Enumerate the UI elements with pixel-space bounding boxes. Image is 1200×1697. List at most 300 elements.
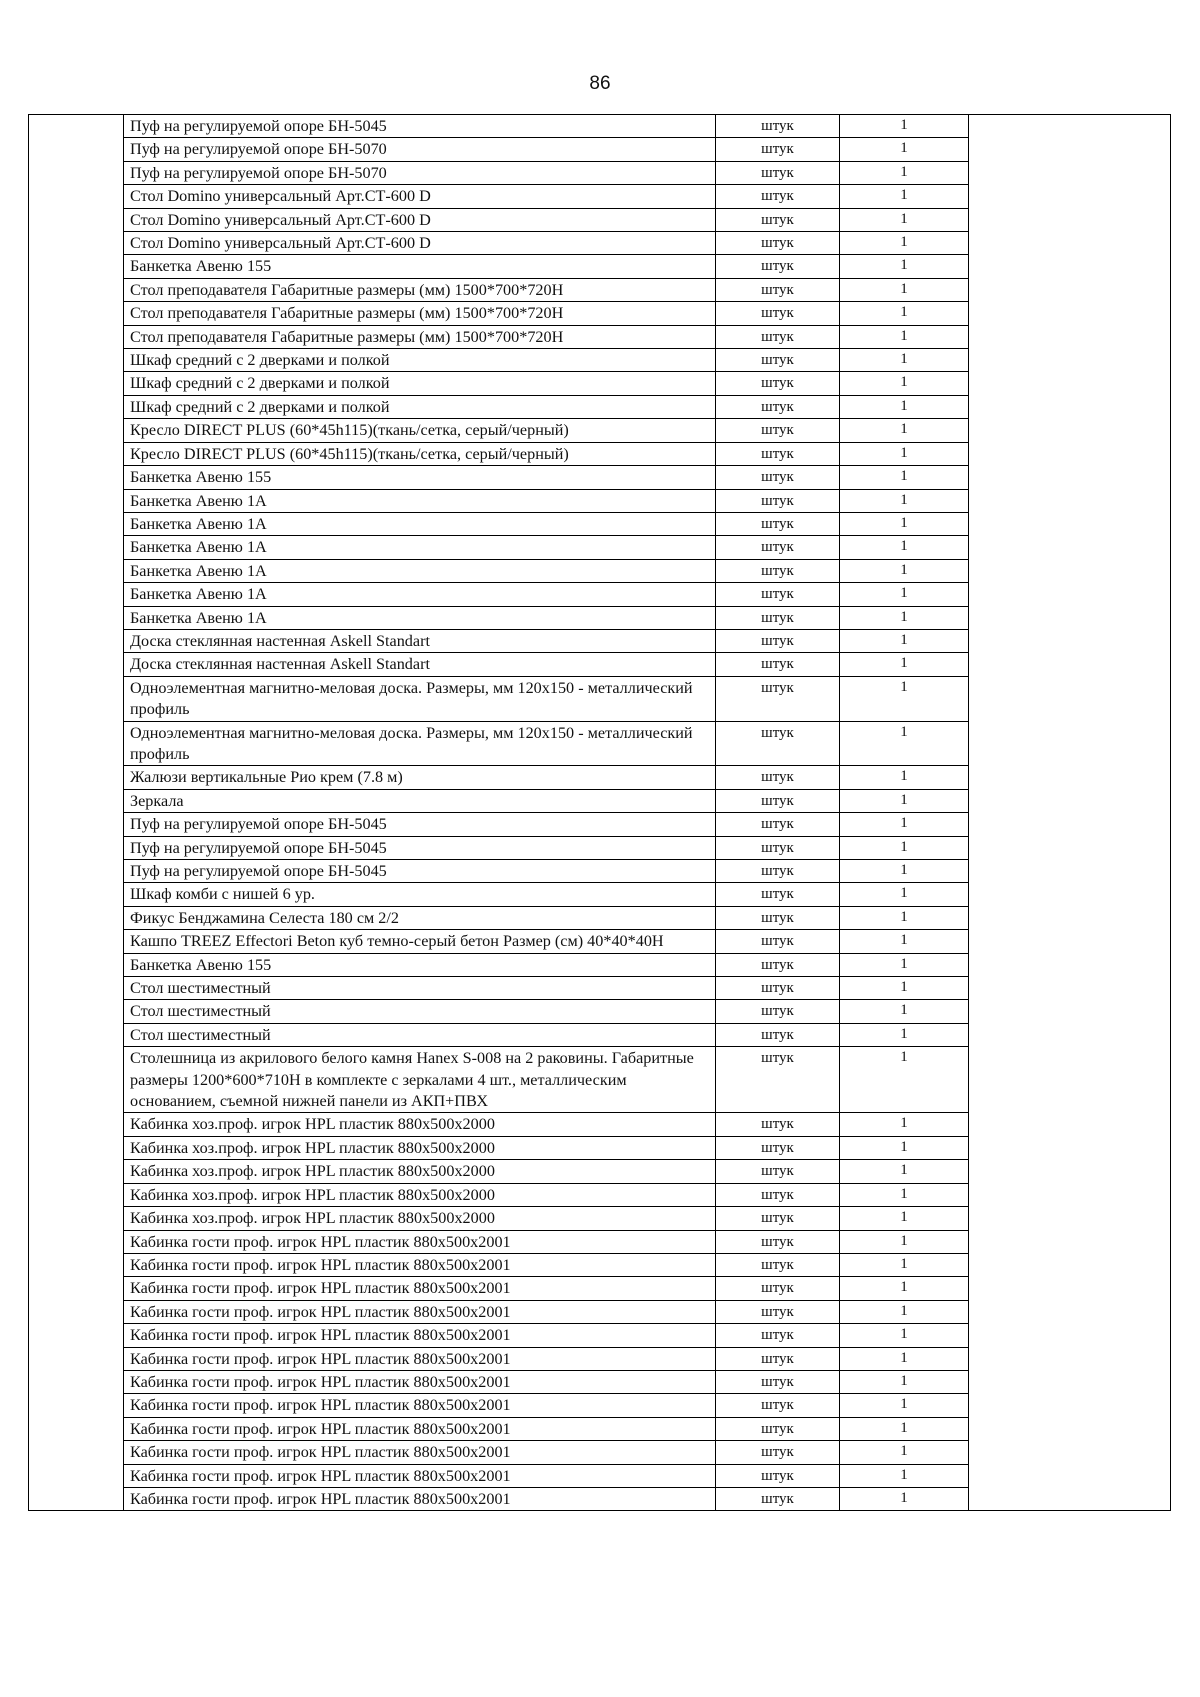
note-cell: [969, 606, 1171, 629]
unit-cell: штук: [716, 1324, 840, 1347]
note-cell: [969, 255, 1171, 278]
note-cell: [969, 278, 1171, 301]
table-row: [29, 606, 1171, 629]
note-cell: [969, 559, 1171, 582]
item-name-cell: Кресло DIRECT PLUS (60*45h115)(ткань/сетка, серый/черный): [124, 442, 716, 465]
table-row: [29, 442, 1171, 465]
quantity-cell: 1: [840, 536, 969, 559]
row-number-cell: [29, 953, 124, 976]
unit-cell: штук: [716, 1464, 840, 1487]
row-number-cell: [29, 395, 124, 418]
row-number-cell: [29, 883, 124, 906]
note-cell: [969, 676, 1171, 721]
quantity-cell: 1: [840, 255, 969, 278]
note-cell: [969, 1441, 1171, 1464]
note-cell: [969, 232, 1171, 255]
table-row: [29, 278, 1171, 301]
unit-cell: штук: [716, 161, 840, 184]
row-number-cell: [29, 1183, 124, 1206]
table-row: [29, 1160, 1171, 1183]
quantity-cell: 1: [840, 1253, 969, 1276]
unit-cell: штук: [716, 1113, 840, 1136]
table-row: [29, 1300, 1171, 1323]
table-row: [29, 1047, 1171, 1113]
row-number-cell: [29, 536, 124, 559]
unit-cell: штук: [716, 789, 840, 812]
unit-cell: штук: [716, 629, 840, 652]
quantity-cell: 1: [840, 1487, 969, 1510]
row-number-cell: [29, 813, 124, 836]
table-row: [29, 1183, 1171, 1206]
quantity-cell: 1: [840, 1324, 969, 1347]
table-row: [29, 138, 1171, 161]
quantity-cell: 1: [840, 1347, 969, 1370]
table-row: [29, 836, 1171, 859]
note-cell: [969, 583, 1171, 606]
table-row: [29, 395, 1171, 418]
item-name-cell: Пуф на регулируемой опоре БН-5045: [124, 813, 716, 836]
quantity-cell: 1: [840, 1230, 969, 1253]
note-cell: [969, 1000, 1171, 1023]
quantity-cell: 1: [840, 1160, 969, 1183]
row-number-cell: [29, 1023, 124, 1046]
row-number-cell: [29, 606, 124, 629]
table-row: [29, 977, 1171, 1000]
quantity-cell: 1: [840, 1023, 969, 1046]
quantity-cell: 1: [840, 836, 969, 859]
table-row: [29, 349, 1171, 372]
item-name-cell: Кабинка гости проф. игрок HPL пластик 880х500х2001: [124, 1394, 716, 1417]
note-cell: [969, 208, 1171, 231]
row-number-cell: [29, 442, 124, 465]
item-name-cell: Банкетка Авеню 1А: [124, 559, 716, 582]
unit-cell: штук: [716, 1370, 840, 1393]
item-name-cell: Кабинка гости проф. игрок HPL пластик 880х500х2001: [124, 1253, 716, 1276]
unit-cell: штук: [716, 1207, 840, 1230]
quantity-cell: 1: [840, 395, 969, 418]
quantity-cell: 1: [840, 930, 969, 953]
table-row: [29, 789, 1171, 812]
item-name-cell: Банкетка Авеню 1А: [124, 536, 716, 559]
item-name-cell: Кабинка гости проф. игрок HPL пластик 880х500х2001: [124, 1441, 716, 1464]
row-number-cell: [29, 836, 124, 859]
row-number-cell: [29, 1417, 124, 1440]
quantity-cell: 1: [840, 860, 969, 883]
quantity-cell: 1: [840, 721, 969, 766]
item-name-cell: Пуф на регулируемой опоре БН-5045: [124, 860, 716, 883]
table-row: [29, 1113, 1171, 1136]
table-row: [29, 1230, 1171, 1253]
quantity-cell: 1: [840, 208, 969, 231]
row-number-cell: [29, 1487, 124, 1510]
row-number-cell: [29, 512, 124, 535]
note-cell: [969, 466, 1171, 489]
quantity-cell: 1: [840, 161, 969, 184]
table-row: [29, 1417, 1171, 1440]
item-name-cell: Шкаф средний с 2 дверками и полкой: [124, 395, 716, 418]
table-row: [29, 721, 1171, 766]
unit-cell: штук: [716, 466, 840, 489]
note-cell: [969, 789, 1171, 812]
quantity-cell: 1: [840, 372, 969, 395]
quantity-cell: 1: [840, 953, 969, 976]
note-cell: [969, 883, 1171, 906]
quantity-cell: 1: [840, 906, 969, 929]
row-number-cell: [29, 653, 124, 676]
note-cell: [969, 489, 1171, 512]
note-cell: [969, 325, 1171, 348]
unit-cell: штук: [716, 489, 840, 512]
unit-cell: штук: [716, 325, 840, 348]
note-cell: [969, 419, 1171, 442]
quantity-cell: 1: [840, 115, 969, 138]
row-number-cell: [29, 559, 124, 582]
item-name-cell: Пуф на регулируемой опоре БН-5045: [124, 115, 716, 138]
unit-cell: штук: [716, 419, 840, 442]
row-number-cell: [29, 232, 124, 255]
quantity-cell: 1: [840, 1000, 969, 1023]
item-name-cell: Стол преподавателя Габаритные размеры (мм) 1500*700*720Н: [124, 278, 716, 301]
table-row: [29, 930, 1171, 953]
note-cell: [969, 1023, 1171, 1046]
item-name-cell: Кабинка хоз.проф. игрок HPL пластик 880х500х2000: [124, 1136, 716, 1159]
unit-cell: штук: [716, 372, 840, 395]
note-cell: [969, 1160, 1171, 1183]
quantity-cell: 1: [840, 789, 969, 812]
row-number-cell: [29, 325, 124, 348]
quantity-cell: 1: [840, 606, 969, 629]
item-name-cell: Банкетка Авеню 155: [124, 255, 716, 278]
table-row: [29, 629, 1171, 652]
row-number-cell: [29, 161, 124, 184]
unit-cell: штук: [716, 1417, 840, 1440]
quantity-cell: 1: [840, 232, 969, 255]
row-number-cell: [29, 1347, 124, 1370]
quantity-cell: 1: [840, 1277, 969, 1300]
item-name-cell: Стол Domino универсальный Арт.СТ-600 D: [124, 232, 716, 255]
row-number-cell: [29, 977, 124, 1000]
quantity-cell: 1: [840, 1183, 969, 1206]
unit-cell: штук: [716, 930, 840, 953]
item-name-cell: Пуф на регулируемой опоре БН-5070: [124, 138, 716, 161]
note-cell: [969, 1347, 1171, 1370]
table-row: [29, 372, 1171, 395]
row-number-cell: [29, 1113, 124, 1136]
row-number-cell: [29, 629, 124, 652]
item-name-cell: Кабинка гости проф. игрок HPL пластик 880х500х2001: [124, 1347, 716, 1370]
unit-cell: штук: [716, 1441, 840, 1464]
note-cell: [969, 115, 1171, 138]
quantity-cell: 1: [840, 489, 969, 512]
item-name-cell: Пуф на регулируемой опоре БН-5070: [124, 161, 716, 184]
item-name-cell: Стол шестиместный: [124, 977, 716, 1000]
note-cell: [969, 395, 1171, 418]
note-cell: [969, 1464, 1171, 1487]
table-row: [29, 208, 1171, 231]
note-cell: [969, 629, 1171, 652]
item-name-cell: Столешница из акрилового белого камня Hanex S-008 на 2 раковины. Габаритные размеры 1200*600*710Н в комплекте с зеркалами 4 шт., металлическим основанием, съемной нижней панели из АКП+ПВХ: [124, 1047, 716, 1113]
table-row: [29, 1207, 1171, 1230]
quantity-cell: 1: [840, 1113, 969, 1136]
note-cell: [969, 860, 1171, 883]
note-cell: [969, 653, 1171, 676]
note-cell: [969, 721, 1171, 766]
row-number-cell: [29, 1047, 124, 1113]
item-name-cell: Шкаф комби с нишей 6 ур.: [124, 883, 716, 906]
item-name-cell: Фикус Бенджамина Селеста 180 см 2/2: [124, 906, 716, 929]
table-row: [29, 1000, 1171, 1023]
note-cell: [969, 536, 1171, 559]
note-cell: [969, 813, 1171, 836]
row-number-cell: [29, 466, 124, 489]
table-row: [29, 676, 1171, 721]
table-row: [29, 559, 1171, 582]
table-row: [29, 906, 1171, 929]
note-cell: [969, 1324, 1171, 1347]
quantity-cell: 1: [840, 419, 969, 442]
item-name-cell: Кабинка гости проф. игрок HPL пластик 880х500х2001: [124, 1300, 716, 1323]
table-row: [29, 1394, 1171, 1417]
table-row: [29, 653, 1171, 676]
table-row: [29, 583, 1171, 606]
quantity-cell: 1: [840, 653, 969, 676]
item-name-cell: Стол Domino универсальный Арт.СТ-600 D: [124, 185, 716, 208]
unit-cell: штук: [716, 813, 840, 836]
note-cell: [969, 1417, 1171, 1440]
table-row: [29, 115, 1171, 138]
quantity-cell: 1: [840, 1370, 969, 1393]
table-row: [29, 302, 1171, 325]
unit-cell: штук: [716, 583, 840, 606]
unit-cell: штук: [716, 1277, 840, 1300]
note-cell: [969, 1300, 1171, 1323]
unit-cell: штук: [716, 860, 840, 883]
unit-cell: штук: [716, 395, 840, 418]
quantity-cell: 1: [840, 466, 969, 489]
unit-cell: штук: [716, 1347, 840, 1370]
row-number-cell: [29, 1230, 124, 1253]
row-number-cell: [29, 766, 124, 789]
item-name-cell: Доска стеклянная настенная Askell Standart: [124, 629, 716, 652]
row-number-cell: [29, 1207, 124, 1230]
note-cell: [969, 1207, 1171, 1230]
table-row: [29, 1324, 1171, 1347]
row-number-cell: [29, 1394, 124, 1417]
note-cell: [969, 1136, 1171, 1159]
table-row: [29, 953, 1171, 976]
table-row: [29, 1370, 1171, 1393]
quantity-cell: 1: [840, 442, 969, 465]
unit-cell: штук: [716, 653, 840, 676]
unit-cell: штук: [716, 906, 840, 929]
row-number-cell: [29, 138, 124, 161]
item-name-cell: Кабинка гости проф. игрок HPL пластик 880х500х2001: [124, 1370, 716, 1393]
item-name-cell: Стол преподавателя Габаритные размеры (мм) 1500*700*720Н: [124, 302, 716, 325]
quantity-cell: 1: [840, 676, 969, 721]
note-cell: [969, 930, 1171, 953]
unit-cell: штук: [716, 1136, 840, 1159]
row-number-cell: [29, 185, 124, 208]
quantity-cell: 1: [840, 1047, 969, 1113]
table-row: [29, 1464, 1171, 1487]
item-name-cell: Кабинка хоз.проф. игрок HPL пластик 880х500х2000: [124, 1183, 716, 1206]
note-cell: [969, 1230, 1171, 1253]
item-name-cell: Стол Domino универсальный Арт.СТ-600 D: [124, 208, 716, 231]
note-cell: [969, 442, 1171, 465]
quantity-cell: 1: [840, 883, 969, 906]
row-number-cell: [29, 255, 124, 278]
quantity-cell: 1: [840, 1464, 969, 1487]
note-cell: [969, 1487, 1171, 1510]
quantity-cell: 1: [840, 977, 969, 1000]
table-row: [29, 813, 1171, 836]
table-row: [29, 512, 1171, 535]
unit-cell: штук: [716, 232, 840, 255]
row-number-cell: [29, 906, 124, 929]
unit-cell: штук: [716, 349, 840, 372]
unit-cell: штук: [716, 721, 840, 766]
row-number-cell: [29, 208, 124, 231]
quantity-cell: 1: [840, 559, 969, 582]
note-cell: [969, 138, 1171, 161]
note-cell: [969, 302, 1171, 325]
unit-cell: штук: [716, 1230, 840, 1253]
quantity-cell: 1: [840, 185, 969, 208]
note-cell: [969, 185, 1171, 208]
unit-cell: штук: [716, 977, 840, 1000]
unit-cell: штук: [716, 1160, 840, 1183]
item-name-cell: Зеркала: [124, 789, 716, 812]
quantity-cell: 1: [840, 1207, 969, 1230]
row-number-cell: [29, 1277, 124, 1300]
item-name-cell: Кабинка гости проф. игрок HPL пластик 880х500х2001: [124, 1230, 716, 1253]
quantity-cell: 1: [840, 766, 969, 789]
item-name-cell: Кабинка хоз.проф. игрок HPL пластик 880х500х2000: [124, 1207, 716, 1230]
note-cell: [969, 512, 1171, 535]
table-row: [29, 766, 1171, 789]
item-name-cell: Доска стеклянная настенная Askell Standart: [124, 653, 716, 676]
note-cell: [969, 953, 1171, 976]
unit-cell: штук: [716, 676, 840, 721]
note-cell: [969, 1253, 1171, 1276]
note-cell: [969, 766, 1171, 789]
unit-cell: штук: [716, 953, 840, 976]
quantity-cell: 1: [840, 1136, 969, 1159]
quantity-cell: 1: [840, 1417, 969, 1440]
unit-cell: штук: [716, 185, 840, 208]
quantity-cell: 1: [840, 583, 969, 606]
quantity-cell: 1: [840, 138, 969, 161]
quantity-cell: 1: [840, 349, 969, 372]
item-name-cell: Банкетка Авеню 1А: [124, 489, 716, 512]
row-number-cell: [29, 278, 124, 301]
item-name-cell: Шкаф средний с 2 дверками и полкой: [124, 349, 716, 372]
inventory-table-body: [29, 115, 1171, 1511]
table-row: [29, 1023, 1171, 1046]
row-number-cell: [29, 302, 124, 325]
unit-cell: штук: [716, 1023, 840, 1046]
item-name-cell: Кашпо TREEZ Effectori Beton куб темно-серый бетон Размер (см) 40*40*40Н: [124, 930, 716, 953]
quantity-cell: 1: [840, 302, 969, 325]
note-cell: [969, 1277, 1171, 1300]
row-number-cell: [29, 349, 124, 372]
item-name-cell: Кабинка гости проф. игрок HPL пластик 880х500х2001: [124, 1417, 716, 1440]
quantity-cell: 1: [840, 512, 969, 535]
table-row: [29, 1487, 1171, 1510]
row-number-cell: [29, 1464, 124, 1487]
table-row: [29, 185, 1171, 208]
unit-cell: штук: [716, 1183, 840, 1206]
quantity-cell: 1: [840, 629, 969, 652]
unit-cell: штук: [716, 559, 840, 582]
row-number-cell: [29, 372, 124, 395]
item-name-cell: Банкетка Авеню 1А: [124, 512, 716, 535]
unit-cell: штук: [716, 208, 840, 231]
row-number-cell: [29, 419, 124, 442]
item-name-cell: Банкетка Авеню 155: [124, 953, 716, 976]
page-number: 86: [589, 73, 611, 94]
unit-cell: штук: [716, 302, 840, 325]
inventory-table-container: [28, 114, 1170, 1511]
note-cell: [969, 1113, 1171, 1136]
item-name-cell: Шкаф средний с 2 дверками и полкой: [124, 372, 716, 395]
unit-cell: штук: [716, 606, 840, 629]
item-name-cell: Одноэлементная магнитно-меловая доска. Размеры, мм 120х150 - металлический профиль: [124, 676, 716, 721]
unit-cell: штук: [716, 883, 840, 906]
item-name-cell: Кабинка гости проф. игрок HPL пластик 880х500х2001: [124, 1324, 716, 1347]
row-number-cell: [29, 721, 124, 766]
item-name-cell: Кабинка гости проф. игрок HPL пластик 880х500х2001: [124, 1487, 716, 1510]
quantity-cell: 1: [840, 278, 969, 301]
note-cell: [969, 906, 1171, 929]
unit-cell: штук: [716, 536, 840, 559]
unit-cell: штук: [716, 255, 840, 278]
table-row: [29, 883, 1171, 906]
quantity-cell: 1: [840, 1441, 969, 1464]
quantity-cell: 1: [840, 1300, 969, 1323]
table-row: [29, 161, 1171, 184]
item-name-cell: Стол шестиместный: [124, 1023, 716, 1046]
quantity-cell: 1: [840, 325, 969, 348]
note-cell: [969, 1370, 1171, 1393]
unit-cell: штук: [716, 115, 840, 138]
row-number-cell: [29, 1000, 124, 1023]
table-row: [29, 536, 1171, 559]
unit-cell: штук: [716, 278, 840, 301]
table-row: [29, 255, 1171, 278]
unit-cell: штук: [716, 138, 840, 161]
item-name-cell: Одноэлементная магнитно-меловая доска. Размеры, мм 120х150 - металлический профиль: [124, 721, 716, 766]
item-name-cell: Банкетка Авеню 1А: [124, 583, 716, 606]
row-number-cell: [29, 1370, 124, 1393]
row-number-cell: [29, 583, 124, 606]
note-cell: [969, 1183, 1171, 1206]
row-number-cell: [29, 115, 124, 138]
unit-cell: штук: [716, 1394, 840, 1417]
note-cell: [969, 836, 1171, 859]
unit-cell: штук: [716, 442, 840, 465]
unit-cell: штук: [716, 766, 840, 789]
table-row: [29, 1136, 1171, 1159]
row-number-cell: [29, 489, 124, 512]
note-cell: [969, 977, 1171, 1000]
unit-cell: штук: [716, 1000, 840, 1023]
row-number-cell: [29, 1253, 124, 1276]
row-number-cell: [29, 789, 124, 812]
row-number-cell: [29, 930, 124, 953]
quantity-cell: 1: [840, 813, 969, 836]
row-number-cell: [29, 1441, 124, 1464]
